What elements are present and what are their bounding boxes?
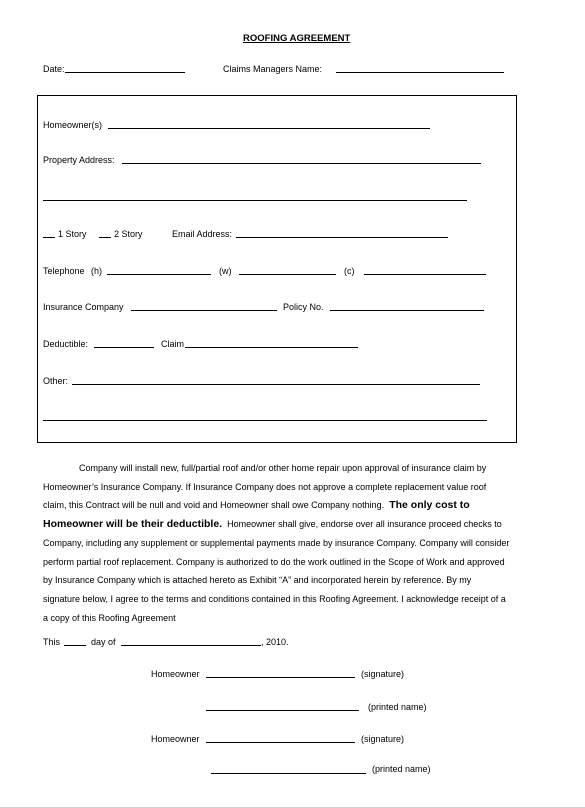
work-phone-label: (w) xyxy=(219,266,232,276)
email-label: Email Address: xyxy=(172,229,233,239)
policy-field[interactable] xyxy=(330,310,484,311)
cell-phone-label: (c) xyxy=(344,266,355,276)
agreement-line-4: Homeowner shall give, endorse over all insurance proceed checks to xyxy=(227,519,502,530)
home-phone-label: (h) xyxy=(91,266,102,276)
deductible-label: Deductible: xyxy=(43,339,89,349)
date-field[interactable] xyxy=(65,72,185,73)
home-phone-field[interactable] xyxy=(107,274,211,275)
homeowner-info-box xyxy=(37,95,517,443)
day-field[interactable] xyxy=(64,645,86,646)
one-story-label: 1 Story xyxy=(58,229,87,239)
document-title: ROOFING AGREEMENT xyxy=(243,33,351,44)
agreement-line-7: by Insurance Company which is attached hereto as Exhibit “A” and incorporated herein by reference. By my xyxy=(43,575,472,586)
agreement-paragraph xyxy=(43,459,543,627)
date-label: Date: xyxy=(43,64,65,74)
agreement-line-2: Homeowner’s Insurance Company. If Insurance Company does not approve a complete replacement value roof xyxy=(43,481,487,492)
agreement-line-6: perform partial roof replacement. Company is authorized to do the work outlined in the Scope of Work and approved xyxy=(43,556,505,567)
claim-label: Claim xyxy=(161,339,185,349)
homeowner-2-label: Homeowner xyxy=(151,734,200,744)
agreement-line-8: signature below, I agree to the terms and conditions contained in this Roofing Agreement. I acknowledge receipt of a xyxy=(43,593,506,604)
two-story-checkbox[interactable] xyxy=(99,237,111,238)
agreement-line-9: a copy of this Roofing Agreement xyxy=(43,612,176,623)
work-phone-field[interactable] xyxy=(239,274,336,275)
agreement-line-5: Company, including any supplement or supplemental payments made by insurance Company. Company will consider xyxy=(43,537,510,548)
year-label: , 2010. xyxy=(261,637,289,647)
telephone-label: Telephone xyxy=(43,266,85,276)
homeowner-2-signature-label: (signature) xyxy=(361,734,405,744)
other-label: Other: xyxy=(43,376,69,386)
one-story-checkbox[interactable] xyxy=(43,237,55,238)
claim-field[interactable] xyxy=(185,347,358,348)
homeowner-1-label: Homeowner xyxy=(151,669,200,679)
other-field-2[interactable] xyxy=(43,420,487,421)
property-address-field[interactable] xyxy=(122,163,481,164)
homeowner-1-printed-name-field[interactable] xyxy=(206,710,359,711)
this-label: This xyxy=(43,637,61,647)
other-field[interactable] xyxy=(72,384,480,385)
insurance-company-field[interactable] xyxy=(131,310,277,311)
homeowner-1-signature-label: (signature) xyxy=(361,669,405,679)
property-address-field-2[interactable] xyxy=(43,200,467,201)
homeowner-1-signature-field[interactable] xyxy=(206,677,355,678)
policy-label: Policy No. xyxy=(283,302,324,312)
day-of-label: day of xyxy=(91,637,116,647)
deductible-field[interactable] xyxy=(94,347,154,348)
homeowners-label: Homeowner(s) xyxy=(43,120,103,130)
claims-manager-field[interactable] xyxy=(336,72,504,73)
homeowner-2-signature-field[interactable] xyxy=(206,742,355,743)
month-field[interactable] xyxy=(121,645,261,646)
homeowner-1-printed-name-label: (printed name) xyxy=(368,702,427,712)
property-address-label: Property Address: xyxy=(43,155,115,165)
homeowners-field[interactable] xyxy=(108,128,430,129)
agreement-bold-2: Homeowner will be their deductible. xyxy=(43,518,223,531)
two-story-label: 2 Story xyxy=(114,229,143,239)
homeowner-2-printed-name-field[interactable] xyxy=(211,773,366,774)
homeowner-2-printed-name-label: (printed name) xyxy=(372,764,431,774)
claims-manager-label: Claims Managers Name: xyxy=(223,64,323,74)
agreement-line-1: Company will install new, full/partial roof and/or other home repair upon approval of insurance claim by xyxy=(79,463,487,473)
cell-phone-field[interactable] xyxy=(364,274,486,275)
insurance-company-label: Insurance Company xyxy=(43,302,124,312)
agreement-bold-1: The only cost to xyxy=(389,499,470,512)
agreement-line-3: claim, this Contract will be null and void and Homeowner shall owe Company nothing. xyxy=(43,500,385,511)
email-field[interactable] xyxy=(236,237,448,238)
